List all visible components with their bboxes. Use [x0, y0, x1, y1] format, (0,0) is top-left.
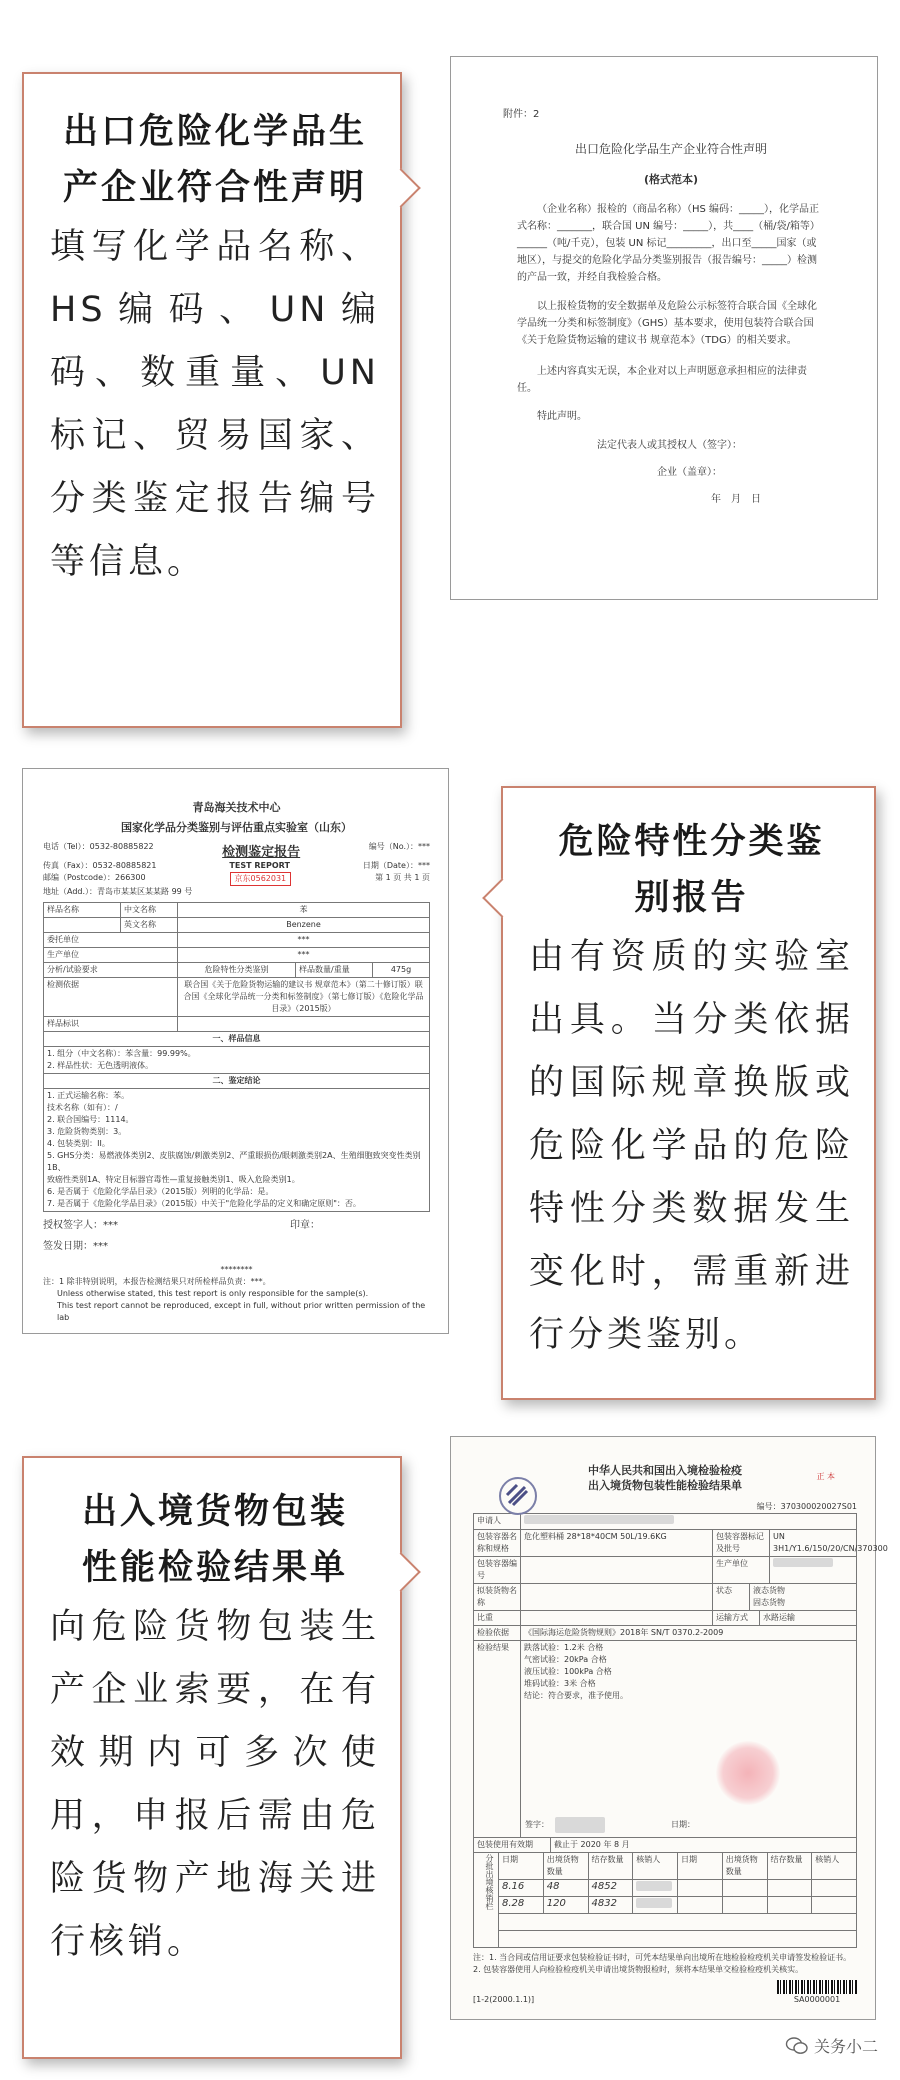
table-row	[44, 933, 429, 948]
report-note: Unless otherwise stated, this test report is only responsible for the sample(s).	[57, 1289, 369, 1298]
conclusion-line: 致癌性类别1A、特定目标器官毒性—重复接触类别1、吸入危险类别1。	[47, 1175, 300, 1184]
field-value: 水路运输	[763, 1613, 795, 1622]
form-row	[474, 1557, 856, 1584]
signature-line: 法定代表人或其授权人（签字）：	[597, 440, 742, 451]
redacted-text	[773, 1558, 833, 1567]
annex-label: 附件：2	[503, 109, 540, 120]
callout-tail	[381, 1552, 421, 1592]
table-row	[44, 948, 429, 963]
field-label: 检验依据	[474, 1626, 521, 1640]
issue-date: 签发日期：***	[43, 1241, 108, 1252]
redacted-text	[524, 1515, 674, 1524]
statement-paragraph-4: 特此声明。	[537, 411, 587, 422]
conclusion-line: 技术名称（如有）：/	[47, 1103, 118, 1112]
statement-paragraph-3: 上述内容真实无误，本企业对以上声明愿意承担相应的法律责任。	[517, 366, 807, 394]
packaging-result-document	[450, 1436, 888, 2020]
seal-label: 印章：	[290, 1220, 320, 1231]
column-header: 出境货物数量	[723, 1853, 768, 1879]
row-label: 检测依据	[44, 978, 178, 1016]
redacted-text	[636, 1881, 672, 1891]
field-value: 《国际海运危险货物规则》2018年 SN/T 0370.2-2009	[524, 1628, 724, 1637]
postcode-line: 邮编（Postcode）：266300	[43, 873, 146, 882]
conclusion-line: 2. 联合国编号：1114。	[47, 1115, 134, 1124]
table-cell: 8.16	[499, 1880, 544, 1896]
row-value: ***	[297, 935, 310, 944]
callout-body: 向危险货物包装生产企业索要，在有效期内可多次使用，申报后需由危险货物产地海关进行核销。	[50, 1607, 380, 1962]
form-row	[474, 1626, 856, 1641]
watermark-text: 关务小二	[813, 2037, 878, 2056]
report-number-line: 编号（No.）：***	[368, 842, 430, 851]
table-row	[499, 1897, 856, 1914]
table-cell: 120	[544, 1897, 589, 1913]
document-authority: 中华人民共和国出入境检验检疫	[588, 1464, 742, 1477]
report-note: 注：1 除非特别说明，本报告检测结果只对所检样品负责：***。	[43, 1277, 271, 1286]
field-label: 包装使用有效期	[474, 1838, 551, 1852]
signer-label: 签字：	[525, 1820, 549, 1829]
field-label: 生产单位	[713, 1557, 770, 1583]
form-row	[474, 1584, 856, 1611]
field-label: 比重	[474, 1611, 521, 1625]
date-line: 日期（Date）：***	[362, 861, 430, 870]
document-title: 出入境货物包装性能检验结果单	[588, 1479, 742, 1492]
conformity-statement-document	[450, 56, 878, 600]
callout-packaging-result	[22, 1456, 402, 2059]
test-report-label: TEST REPORT	[229, 861, 290, 870]
statement-paragraph-2: 以上报检货物的安全数据单及危险公示标签符合联合国《全球化学品统一分类和标签制度》（GHS）基本要求，使用包装符合联合国《关于危险货物运输的建议书 规章范本》（TDG）的相关要求。	[517, 301, 817, 346]
form-row	[474, 1530, 888, 1557]
redacted-text	[636, 1898, 672, 1908]
authorized-signer: 授权签字人：***	[43, 1220, 118, 1231]
result-line: 结论：符合要求，准予使用。	[524, 1691, 628, 1700]
table-cell: 4852	[589, 1880, 634, 1896]
form-row	[474, 1641, 856, 1838]
document-subheading: (格式范本)	[643, 173, 699, 186]
row-value: ***	[297, 950, 310, 959]
form-row	[474, 1838, 856, 1853]
result-line: 气密试验：20kPa 合格	[524, 1655, 607, 1664]
row-sublabel: 英文名称	[121, 918, 178, 932]
date-label: 日期：	[671, 1820, 695, 1829]
sample-info-line: 2. 样品性状：无色透明液体。	[47, 1061, 154, 1070]
conclusion-line: 4. 包装类别：II。	[47, 1139, 110, 1148]
status-option: 固态货物	[753, 1598, 785, 1607]
row-label: 分析/试验要求	[44, 963, 178, 977]
column-header: 出境货物数量	[544, 1853, 589, 1879]
field-label: 运输方式	[713, 1611, 760, 1625]
section-body	[44, 1047, 429, 1074]
table-row	[44, 1017, 429, 1032]
section-title: 一、样品信息	[212, 1034, 261, 1043]
writeoff-side-label: 分批出境核销栏	[474, 1853, 499, 1947]
sample-info-line: 1. 组分（中文名称）：苯含量：99.99%。	[47, 1049, 196, 1058]
section-title: 二、鉴定结论	[212, 1076, 261, 1085]
amount-value: 475g	[390, 965, 412, 974]
date-line: 年 月 日	[711, 494, 761, 505]
field-label: 状态	[713, 1584, 750, 1610]
row-value: Benzene	[286, 920, 321, 929]
column-header: 核销人	[815, 1855, 840, 1864]
row-sublabel: 中文名称	[121, 903, 178, 917]
column-header: 日期	[499, 1853, 544, 1879]
section-body	[44, 1089, 429, 1212]
conclusion-line: 5. GHS分类：易燃液体类别2、皮肤腐蚀/刺激类别2、严重眼损伤/眼刺激类别2A、生殖细胞致突变性类别1B、	[47, 1151, 421, 1172]
inspection-emblem-icon	[497, 1475, 539, 1517]
writeoff-header	[499, 1853, 856, 1880]
barcode-number: SA0000001	[793, 1995, 841, 2004]
field-value: 危化塑料桶 28*18*40CM 50L/19.6KG	[521, 1530, 713, 1556]
callout-title: 出入境货物包装性能检验结果单	[81, 1492, 348, 1588]
report-stamp: 京东0562031	[230, 872, 292, 886]
tel-line: 电话（Tel）：0532-80885822	[43, 842, 154, 851]
status-option: 液态货物	[753, 1586, 785, 1595]
fax-line: 传真（Fax）：0532-80885821	[43, 861, 157, 870]
column-header: 结存数量	[768, 1853, 813, 1879]
official-seal-icon	[716, 1741, 780, 1805]
field-label: 拟装货物名称	[474, 1584, 521, 1610]
field-label: 包装容器名称和规格	[474, 1530, 521, 1556]
sample-table	[43, 902, 430, 1212]
result-line: 液压试验：100kPa 合格	[524, 1667, 612, 1676]
page-count: 第 1 页 共 1 页	[375, 873, 430, 882]
callout-title: 危险特性分类鉴别报告	[558, 822, 825, 918]
field-label: 包装容器编号	[474, 1557, 521, 1583]
copy-label: 正 本	[816, 1472, 835, 1481]
row-label	[44, 918, 121, 932]
end-marker: ********	[220, 1265, 253, 1274]
row-label: 样品名称	[44, 903, 121, 917]
form-row	[474, 1611, 856, 1626]
callout-title: 出口危险化学品生产企业符合性声明	[62, 112, 367, 208]
field-value: UN 3H1/Y1.6/150/20/CN/370300	[773, 1532, 888, 1553]
report-title: 检测鉴定报告	[222, 845, 301, 860]
column-header: 日期	[678, 1853, 723, 1879]
seal-line: 企业（盖章）：	[657, 467, 722, 478]
field-value: 截止于 2020 年 8 月	[554, 1840, 630, 1849]
barcode-icon	[777, 1980, 857, 1994]
callout-tail	[482, 878, 522, 918]
callout-classification-report	[501, 786, 876, 1400]
row-label: 委托单位	[44, 933, 178, 947]
table-cell: 48	[544, 1880, 589, 1896]
section-header	[44, 1074, 429, 1089]
section-header	[44, 1032, 429, 1047]
column-header: 结存数量	[589, 1853, 634, 1879]
table-row	[44, 918, 429, 933]
row-value	[178, 1017, 429, 1031]
result-line: 跌落试验：1.2米 合格	[524, 1643, 604, 1652]
row-label: 生产单位	[44, 948, 178, 962]
conclusion-line: 1. 正式运输名称：苯。	[47, 1091, 130, 1100]
callout-conformity-statement	[22, 72, 402, 728]
row-value: 危险特性分类鉴别	[178, 963, 296, 977]
watermark	[786, 2034, 878, 2057]
callout-body: 填写化学品名称、HS编码、UN编码、数重量、UN标记、贸易国家、分类鉴定报告编号等信息。	[50, 227, 380, 582]
number-label: 编号：	[756, 1502, 781, 1511]
lab-name: 青岛海关技术中心	[192, 801, 281, 814]
callout-body: 由有资质的实验室出具。当分类依据的国际规章换版或危险化学品的危险特性分类数据发生变化时，需重新进行分类鉴别。	[529, 937, 854, 1355]
wechat-icon	[786, 2037, 808, 2055]
statement-paragraph-1: （企业名称）报检的（商品名称）（HS 编码：_____），化学品正式名称：_______，联合国 UN 编号：_____），共____（桶/袋/箱等）______（吨/千克），包装 UN 标记_________，出口至_____国家（或地区），与提交的危险化学品分类鉴别报告（报告编号：_____）检测的产品一致，并经自我检验合格。	[517, 204, 820, 283]
conclusion-line: 6. 是否属于《危险化学品目录》（2015版）列明的化学品：是。	[47, 1187, 274, 1196]
packaging-form	[473, 1513, 888, 1948]
column-header: 核销人	[633, 1853, 678, 1879]
table-cell: 8.28	[499, 1897, 544, 1913]
row-value: 联合国《关于危险货物运输的建议书 规章范本》（第二十修订版）联合国《全球化学品统一分类和标签制度》（第七修订版）《危险化学品目录》（2015版）	[183, 980, 424, 1013]
row-label: 样品标识	[44, 1017, 178, 1031]
lab-name-full: 国家化学品分类鉴别与评估重点实验室（山东）	[121, 821, 352, 834]
table-cell: 4832	[589, 1897, 634, 1913]
table-row	[44, 978, 429, 1017]
document-number: 370300020027S01	[780, 1502, 857, 1511]
table-row	[499, 1880, 856, 1897]
test-report-document	[22, 768, 449, 1334]
form-number: [1-2(2000.1.1)]	[473, 1995, 535, 2004]
conclusion-line: 3. 危险货物类别：3。	[47, 1127, 127, 1136]
field-label: 包装容器标记及批号	[713, 1530, 770, 1556]
redacted-signature	[555, 1817, 605, 1833]
conclusion-line: 7. 是否属于《危险化学品目录》（2015版）中关于"危险化学品的定义和确定原则"：否。	[47, 1199, 361, 1208]
document-heading: 出口危险化学品生产企业符合性声明	[574, 142, 767, 156]
row-value: 苯	[299, 905, 308, 914]
table-row	[44, 963, 429, 978]
footnote: 注：1. 当合同或信用证要求包装检验证书时，可凭本结果单向出境所在地检验检疫机关申请签发检验证书。	[473, 1953, 852, 1962]
table-row	[44, 903, 429, 918]
field-label: 检验结果	[474, 1641, 521, 1837]
address-line: 地址（Add.）：青岛市某某区某某路 99 号	[43, 887, 193, 896]
field-label: 申请人	[474, 1514, 521, 1529]
report-note: This test report cannot be reproduced, except in full, without prior written permission of the lab	[57, 1301, 426, 1322]
result-line: 堆码试验：3米 合格	[524, 1679, 596, 1688]
amount-label: 样品数量/重量	[296, 963, 373, 977]
footnote: 2. 包装容器使用人向检验检疫机关申请出境货物报检时，须将本结果单交检验检疫机关核实。	[473, 1965, 804, 1974]
callout-tail	[381, 168, 421, 208]
